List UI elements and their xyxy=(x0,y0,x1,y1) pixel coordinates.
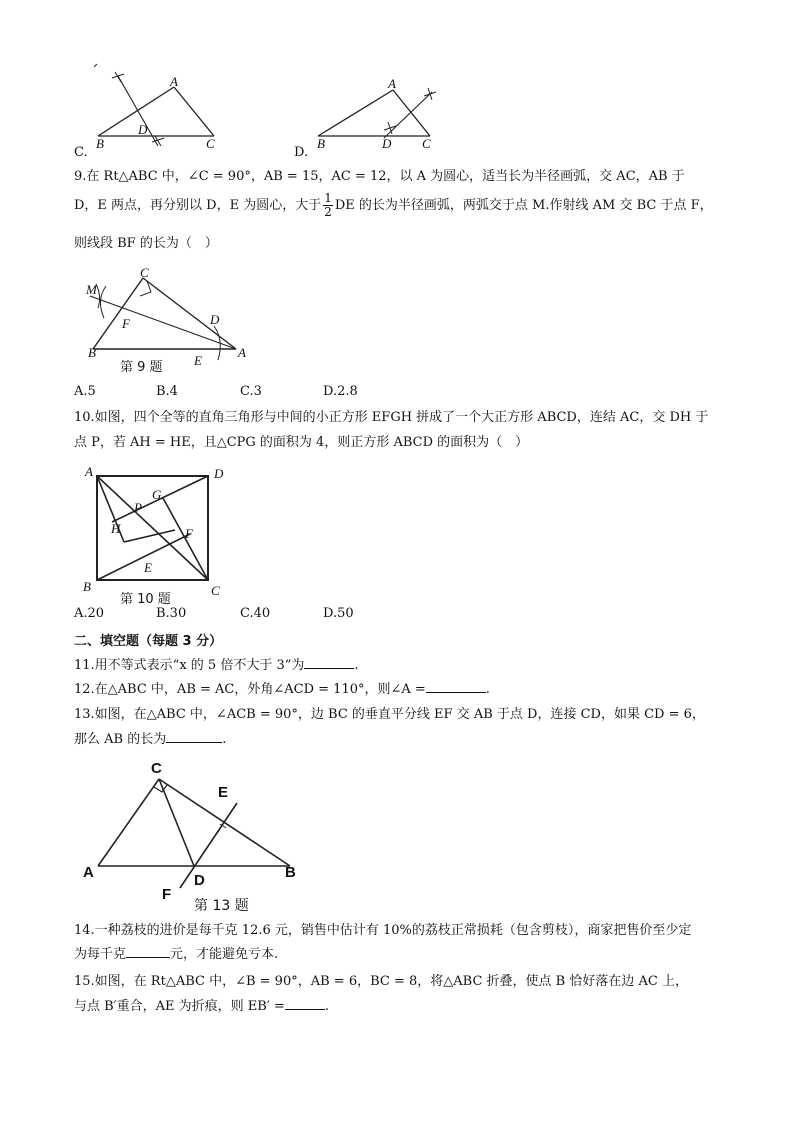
q11-end: . xyxy=(354,658,359,673)
q9-frac-num: 1 xyxy=(324,191,332,205)
fig-d-label-d: D xyxy=(382,136,392,151)
q9-label-c: C xyxy=(140,265,149,280)
q13-bisector-ef xyxy=(180,803,237,888)
fig-c-label-d: D xyxy=(138,122,148,137)
q10-label-p: P xyxy=(134,500,142,515)
q10-figure-caption: 第 10 题 xyxy=(120,592,171,607)
q10-label-d: D xyxy=(214,466,224,481)
section-2-title: 二、填空题（每题 3 分） xyxy=(74,634,223,649)
q9-option-a: A.5 xyxy=(74,384,96,399)
q9-label-d: D xyxy=(210,312,220,327)
q10-label-h: H xyxy=(111,521,121,536)
q10-label-e: E xyxy=(144,560,152,575)
q9-option-c: C.3 xyxy=(240,384,262,399)
q13-line-2-text: 那么 AB 的长为 xyxy=(74,732,167,747)
q9-figure-caption: 第 9 题 xyxy=(120,360,163,375)
q10-label-g: G xyxy=(152,487,162,502)
fig-d-label-a: A xyxy=(388,76,396,91)
q15-answer-blank[interactable] xyxy=(285,1009,325,1010)
q9-line-1: 9.在 Rt△ABC 中，∠C = 90°，AB = 15，AC = 12，以 A 为圆心，适当长为半径画弧，交 AC，AB 于 xyxy=(74,169,685,184)
q13-label-d: D xyxy=(194,872,205,889)
q12-text: 12.在△ABC 中，AB = AC，外角∠ACD = 110°，则∠A = xyxy=(74,682,426,697)
q13-label-a: A xyxy=(83,864,94,881)
q9-option-b: B.4 xyxy=(156,384,178,399)
q10-label-c: C xyxy=(211,583,220,598)
q10-option-d: D.50 xyxy=(323,606,354,621)
q9-line-2b: DE 的长为半径画弧，两弧交于点 M.作射线 AM 交 BC 于点 F， xyxy=(334,198,713,213)
q13-right-angle-mark xyxy=(154,785,167,792)
q13-segment-cd xyxy=(159,779,194,866)
q15-line-2-text: 与点 B′重合，AE 为折痕，则 EB′ = xyxy=(74,999,285,1014)
q9-label-m: M xyxy=(86,282,97,297)
option-c-label: C. xyxy=(74,145,88,160)
q9-label-f: F xyxy=(122,316,130,331)
q10-line-1: 10.如图，四个全等的直角三角形与中间的小正方形 EFGH 拼成了一个大正方形 ABCD，连结 AC，交 DH 于 xyxy=(74,410,709,425)
q15-end: . xyxy=(324,999,329,1014)
fig-d-label-c: C xyxy=(422,136,431,151)
q9-label-b: B xyxy=(88,345,96,360)
q13-line-1: 13.如图，在△ABC 中，∠ACB = 90°，边 BC 的垂直平分线 EF 交 AB 于点 D，连接 CD，如果 CD = 6， xyxy=(74,707,705,722)
fig-d-label-b: B xyxy=(317,136,325,151)
q9-label-a: A xyxy=(238,345,246,360)
q13-label-c: C xyxy=(151,760,162,777)
q11-text: 11.用不等式表示“x 的 5 倍不大于 3”为 xyxy=(74,658,305,673)
q13-figure-caption: 第 13 题 xyxy=(194,898,249,914)
q13-side-ac xyxy=(98,779,159,866)
option-d-label: D. xyxy=(294,145,309,160)
q15-line-2 xyxy=(74,998,329,1016)
q14-line-1: 14.一种荔枝的进价是每千克 12.6 元，销售中估计有 10%的荔枝正常损耗（包含剪枝），商家把售价至少定 xyxy=(74,923,692,938)
q9-label-e: E xyxy=(194,353,202,368)
q12-end: . xyxy=(485,682,490,697)
fig-c-label-c: C xyxy=(206,136,215,151)
fig-c-label-b: B xyxy=(96,136,104,151)
q9-line-2a: D，E 两点，再分别以 D，E 为圆心，大于 xyxy=(74,198,322,213)
q14-answer-blank[interactable] xyxy=(126,957,170,958)
q10-label-a: A xyxy=(85,464,93,479)
q13-label-f: F xyxy=(162,886,172,903)
q13-label-e: E xyxy=(218,784,229,801)
q10-label-f: F xyxy=(185,526,193,541)
q10-option-b: B.30 xyxy=(156,606,187,621)
q13-end: . xyxy=(222,732,227,747)
q9-option-d: D.2.8 xyxy=(323,384,358,399)
q14-line-2 xyxy=(74,946,278,964)
q9-line-3: 则线段 BF 的长为（ ） xyxy=(74,236,218,251)
fig-c-label-a: A xyxy=(170,74,178,89)
q13-label-b: B xyxy=(285,864,296,881)
q14-line-2a: 为每千克 xyxy=(74,947,127,962)
q10-option-a: A.20 xyxy=(74,606,105,621)
q10-line-2: 点 P，若 AH = HE，且△CPG 的面积为 4，则正方形 ABCD 的面积为（ ） xyxy=(74,435,529,450)
q10-label-b: B xyxy=(83,579,91,594)
q9-frac-den: 2 xyxy=(324,205,332,219)
q10-option-c: C.40 xyxy=(240,606,271,621)
q15-line-1: 15.如图，在 Rt△ABC 中，∠B = 90°，AB = 6，BC = 8，将△ABC 折叠，使点 B 恰好落在边 AC 上， xyxy=(74,974,688,989)
q14-line-2b: 元，才能避免亏本. xyxy=(170,947,279,962)
